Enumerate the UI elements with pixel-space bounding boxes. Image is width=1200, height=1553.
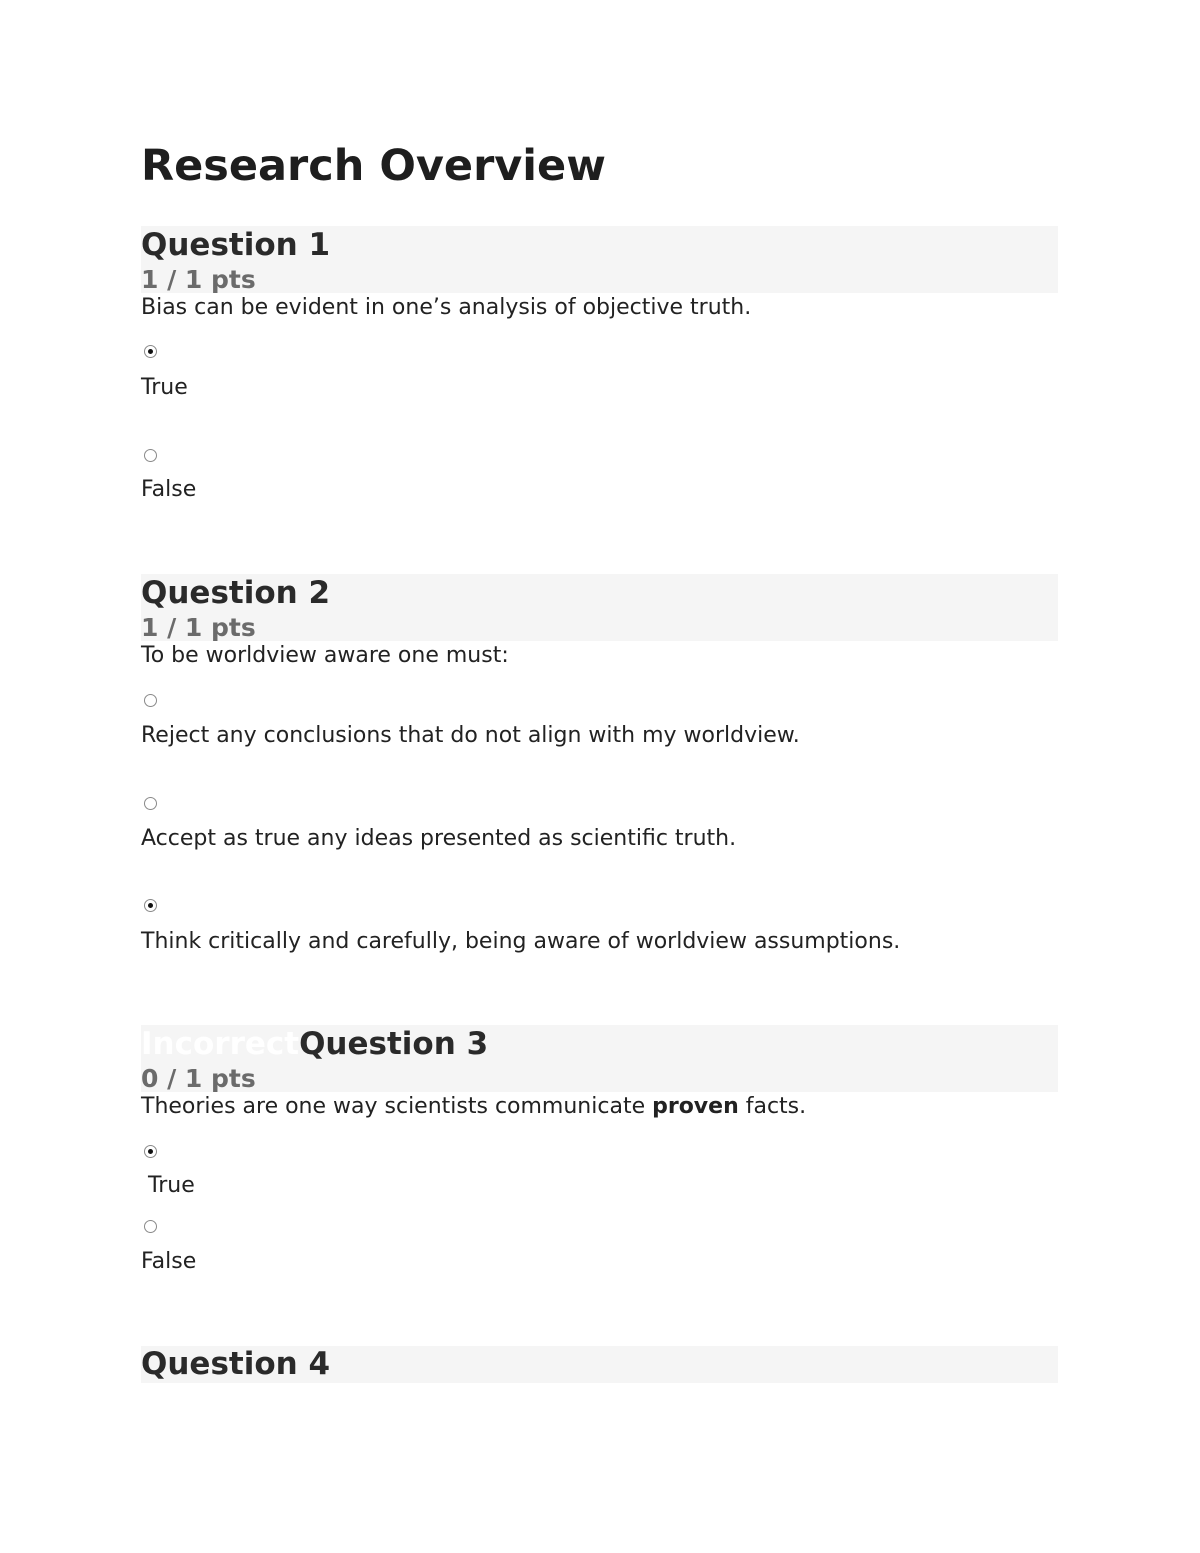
radio-true[interactable] [144,345,157,358]
answer-label: Think critically and carefully, being aware of worldview assumptions. [141,929,901,954]
prompt-text: facts. [738,1094,807,1119]
radio-false[interactable] [144,449,157,462]
incorrect-badge: Incorrect [141,1026,300,1062]
prompt-text: Theories are one way scientists communicate [141,1094,653,1119]
question-title: Question 4 [141,1346,331,1382]
question-title: Question 3 [299,1026,489,1062]
question-prompt [141,1092,806,1122]
radio-false[interactable] [144,1220,157,1233]
question-points: 1 / 1 pts [141,613,256,642]
prompt-bold-text: proven [652,1094,739,1119]
answer-label: True [148,1173,195,1198]
question-title-row [141,1024,488,1064]
question-points: 1 / 1 pts [141,265,256,294]
radio-true[interactable] [144,1145,157,1158]
answer-label: False [141,477,197,502]
radio-option-1[interactable] [144,694,157,707]
question-points: 0 / 1 pts [141,1064,256,1093]
radio-option-3[interactable] [144,899,157,912]
answer-label: Accept as true any ideas presented as scientific truth. [141,826,737,851]
answer-label: False [141,1249,197,1274]
question-prompt: Bias can be evident in one’s analysis of objective truth. [141,295,752,320]
answer-label: Reject any conclusions that do not align with my worldview. [141,723,800,748]
question-title: Question 2 [141,575,331,611]
question-prompt: To be worldview aware one must: [141,643,509,668]
question-title: Question 1 [141,227,331,263]
answer-label: True [141,375,188,400]
page-title: Research Overview [141,141,606,191]
radio-option-2[interactable] [144,797,157,810]
